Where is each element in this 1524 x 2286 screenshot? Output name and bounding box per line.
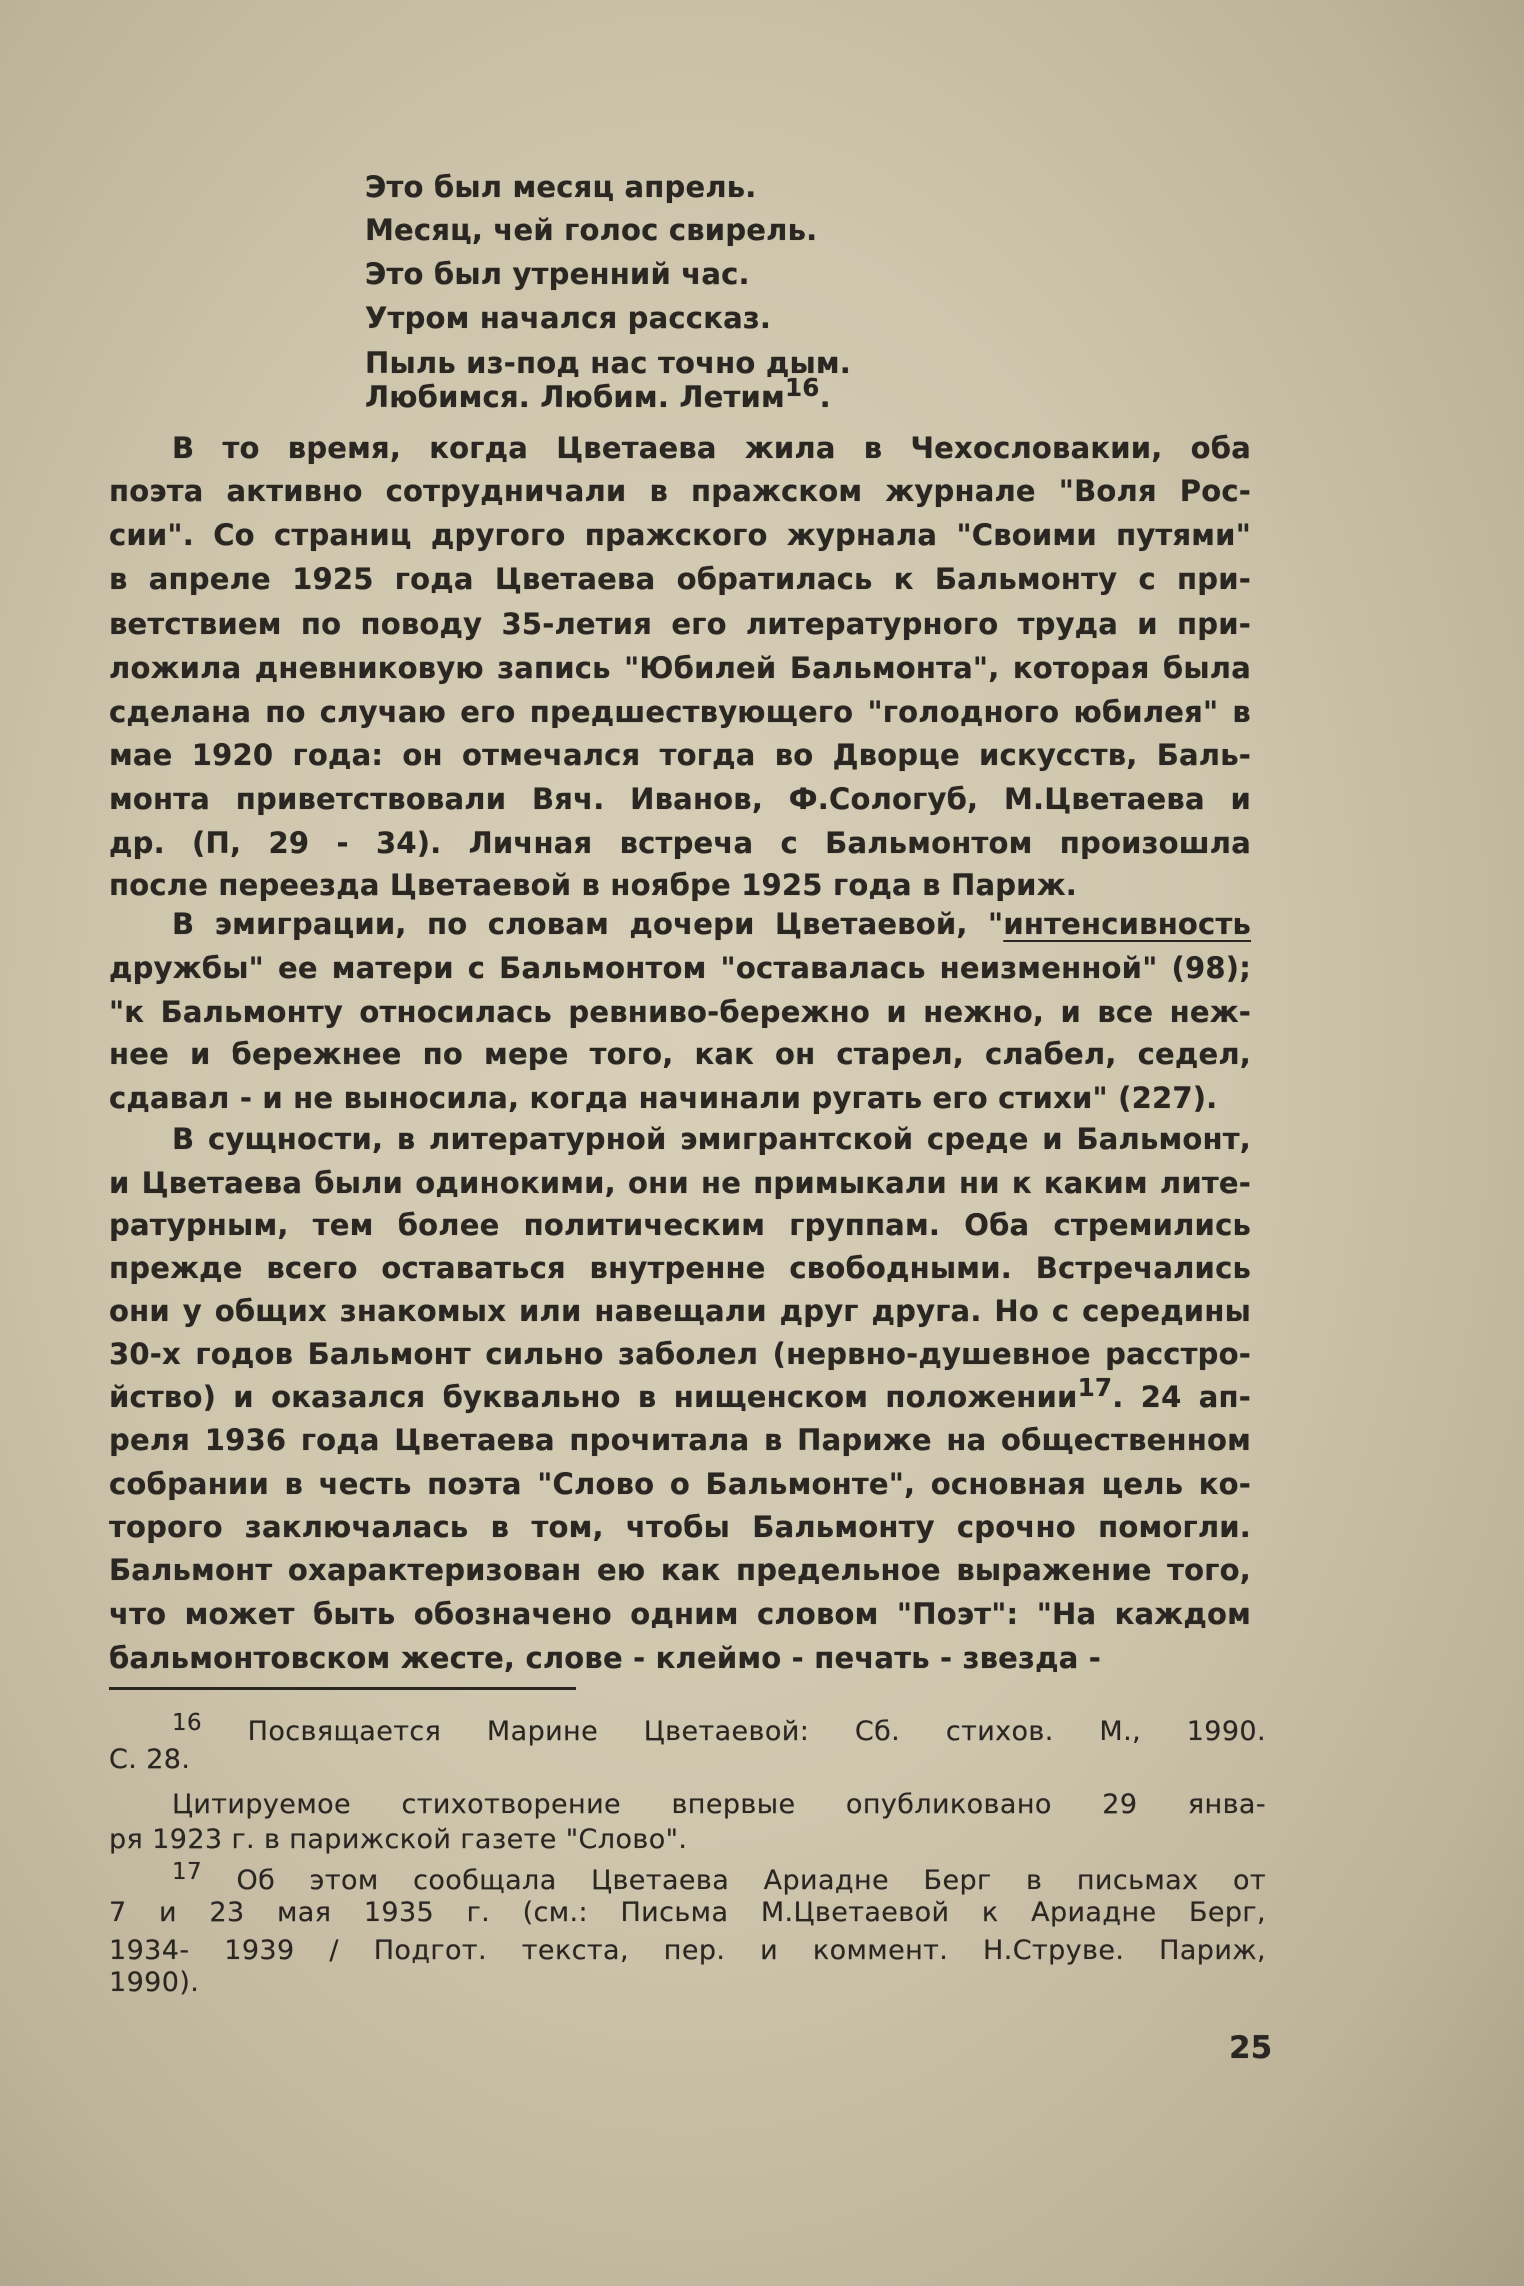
line-text: поэта активно сотрудничали в пражском журнале "Воля Рос- bbox=[109, 474, 1251, 508]
line-text: они у общих знакомых или навещали друг друга. Но с середины bbox=[109, 1294, 1251, 1328]
footnote-marker: 17 bbox=[1077, 1372, 1113, 1402]
paragraph-3-line-4 bbox=[109, 1246, 1251, 1290]
line-text: . bbox=[819, 380, 831, 414]
line-text: 1934- 1939 / Подгот. текста, пер. и коммент. Н.Струве. Париж, bbox=[109, 1935, 1266, 1966]
paragraph-3-line-7 bbox=[109, 1372, 1251, 1419]
line-text: Цитируемое стихотворение впервые опубликовано 29 янва- bbox=[172, 1789, 1266, 1820]
paragraph-3-line-3 bbox=[109, 1203, 1251, 1247]
paragraph-1-line-9 bbox=[109, 777, 1251, 821]
poem-line-4 bbox=[365, 296, 771, 340]
paragraph-2-line-1 bbox=[172, 902, 1251, 946]
footnote-3-line-2 bbox=[109, 1895, 1266, 1931]
line-text: монта приветствовали Вяч. Иванов, Ф.Сологуб, М.Цветаева и bbox=[109, 782, 1251, 816]
paragraph-3-line-9 bbox=[109, 1462, 1251, 1506]
paragraph-1-line-8 bbox=[109, 733, 1251, 777]
paragraph-3-line-6 bbox=[109, 1332, 1251, 1376]
line-text: сии". Со страниц другого пражского журнала "Своими путями" bbox=[109, 518, 1251, 552]
poem-line-2 bbox=[365, 208, 817, 252]
line-text: сдавал - и не выносила, когда начинали ругать его стихи" (227). bbox=[109, 1081, 1218, 1115]
footnote-marker: 16 bbox=[172, 1709, 202, 1736]
line-text: Месяц, чей голос свирель. bbox=[365, 213, 818, 247]
line-text: после переезда Цветаевой в ноябре 1925 года в Париж. bbox=[109, 868, 1077, 902]
line-text: Это был месяц апрель. bbox=[365, 170, 757, 204]
line-text: ветствием по поводу 35-летия его литературного труда и при- bbox=[109, 607, 1251, 641]
paragraph-1-line-6 bbox=[109, 646, 1251, 690]
line-text: Утром начался рассказ. bbox=[365, 301, 772, 335]
line-text: 1990). bbox=[109, 1967, 200, 1998]
paragraph-1-line-3 bbox=[109, 513, 1251, 557]
paragraph-3-line-5 bbox=[109, 1289, 1251, 1333]
footnote-separator bbox=[109, 1687, 576, 1690]
line-text: Посвящается Марине Цветаевой: Сб. стихов. М., 1990. bbox=[202, 1716, 1266, 1747]
paragraph-3-line-13 bbox=[109, 1636, 1251, 1680]
line-text: собрании в честь поэта "Слово о Бальмонте", основная цель ко- bbox=[109, 1467, 1251, 1501]
paragraph-3-line-12 bbox=[109, 1592, 1251, 1636]
footnote-3-line-4 bbox=[109, 1965, 1266, 2001]
page-number: 25 bbox=[1229, 2030, 1273, 2066]
line-text: В то время, когда Цветаева жила в Чехословакии, оба bbox=[172, 431, 1251, 465]
footnote-marker: 17 bbox=[172, 1858, 202, 1885]
line-text: ложила дневниковую запись "Юбилей Бальмонта", которая была bbox=[109, 651, 1251, 685]
paragraph-3-line-2 bbox=[109, 1161, 1251, 1205]
underlined-text: интенсивность bbox=[1003, 907, 1251, 941]
line-text: С. 28. bbox=[109, 1744, 191, 1775]
line-text: что может быть обозначено одним словом "Поэт": "На каждом bbox=[109, 1597, 1251, 1631]
line-text: др. (П, 29 - 34). Личная встреча с Бальмонтом произошла bbox=[109, 826, 1251, 860]
line-text: в апреле 1925 года Цветаева обратилась к Бальмонту с при- bbox=[109, 562, 1251, 596]
paragraph-2-line-2 bbox=[109, 946, 1251, 990]
line-text: дружбы" ее матери с Бальмонтом "оставалась неизменной" (98); bbox=[109, 951, 1251, 985]
line-text: торого заключалась в том, чтобы Бальмонту срочно помогли. bbox=[109, 1510, 1251, 1544]
line-text: 7 и 23 мая 1935 г. (см.: Письма М.Цветаевой к Ариадне Берг, bbox=[109, 1897, 1266, 1928]
paragraph-1-line-10 bbox=[109, 821, 1251, 865]
line-text: В эмиграции, по словам дочери Цветаевой, " bbox=[172, 907, 1004, 941]
line-text: реля 1936 года Цветаева прочитала в Париже на общественном bbox=[109, 1423, 1251, 1457]
line-text: прежде всего оставаться внутренне свободными. Встречались bbox=[109, 1251, 1251, 1285]
footnote-1-line-2 bbox=[109, 1742, 1266, 1778]
paragraph-1-line-2 bbox=[109, 469, 1251, 513]
paragraph-1-line-1 bbox=[172, 426, 1251, 470]
poem-line-3 bbox=[365, 252, 750, 296]
paragraph-3-line-8 bbox=[109, 1418, 1251, 1462]
footnote-2-line-2 bbox=[109, 1822, 1266, 1858]
poem-line-1 bbox=[365, 165, 757, 209]
line-text: "к Бальмонту относилась ревниво-бережно и нежно, и все неж- bbox=[109, 995, 1251, 1029]
line-text: мае 1920 года: он отмечался тогда во Дворце искусств, Баль- bbox=[109, 738, 1251, 772]
line-text: йство) и оказался буквально в нищенском положении bbox=[109, 1380, 1078, 1414]
paragraph-3-line-11 bbox=[109, 1548, 1251, 1592]
footnote-marker: 16 bbox=[784, 372, 820, 402]
line-text: бальмонтовском жесте, слове - клеймо - печать - звезда - bbox=[109, 1641, 1102, 1675]
paragraph-2-line-5 bbox=[109, 1076, 1251, 1120]
paragraph-1-line-4 bbox=[109, 557, 1251, 601]
paragraph-2-line-3 bbox=[109, 990, 1251, 1034]
paragraph-1-line-7 bbox=[109, 690, 1251, 734]
line-text: В сущности, в литературной эмигрантской среде и Бальмонт, bbox=[172, 1122, 1251, 1156]
line-text: 30-х годов Бальмонт сильно заболел (нервно-душевное расстро- bbox=[109, 1337, 1251, 1371]
line-text: и Цветаева были одинокими, они не примыкали ни к каким лите- bbox=[109, 1166, 1251, 1200]
footnote-3-line-3 bbox=[109, 1933, 1266, 1969]
line-text: Пыль из-под нас точно дым. bbox=[365, 346, 852, 380]
paragraph-1-line-11 bbox=[109, 863, 1251, 907]
line-text: ря 1923 г. в парижской газете "Слово". bbox=[109, 1824, 688, 1855]
line-text: Любимся. Любим. Летим bbox=[365, 380, 785, 414]
line-text: ратурным, тем более политическим группам. Оба стремились bbox=[109, 1208, 1251, 1242]
line-text: . 24 ап- bbox=[1112, 1380, 1251, 1414]
line-text: нее и бережнее по мере того, как он старел, слабел, седел, bbox=[109, 1037, 1251, 1071]
paragraph-2-line-4 bbox=[109, 1032, 1251, 1076]
footnote-2-line-1 bbox=[172, 1787, 1266, 1823]
paragraph-3-line-1 bbox=[172, 1117, 1251, 1161]
footnote-3-line-1 bbox=[172, 1858, 1266, 1899]
line-text: Бальмонт охарактеризован ею как предельное выражение того, bbox=[109, 1553, 1251, 1587]
paragraph-3-line-10 bbox=[109, 1505, 1251, 1549]
poem-line-6 bbox=[365, 372, 831, 419]
line-text: сделана по случаю его предшествующего "голодного юбилея" в bbox=[109, 695, 1251, 729]
line-text: Об этом сообщала Цветаева Ариадне Берг в письмах от bbox=[202, 1865, 1266, 1896]
paragraph-1-line-5 bbox=[109, 602, 1251, 646]
line-text: Это был утренний час. bbox=[365, 257, 750, 291]
